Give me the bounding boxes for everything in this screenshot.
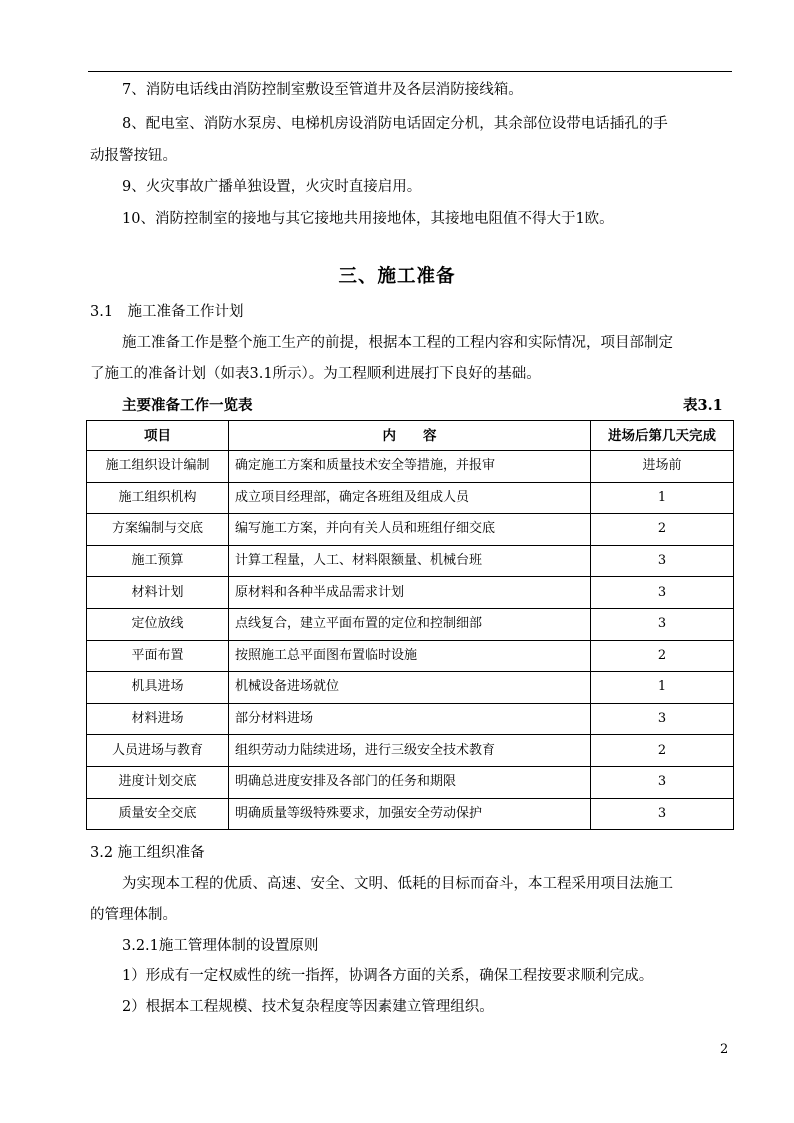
header-day: 进场后第几天完成: [591, 421, 734, 451]
cell-day: 1: [591, 672, 734, 704]
table-row: [87, 482, 734, 514]
cell-item: 施工预算: [87, 545, 229, 577]
cell-content: 明确质量等级特殊要求，加强安全劳动保护: [229, 798, 591, 830]
cell-item: 质量安全交底: [87, 798, 229, 830]
cell-day: 2: [591, 514, 734, 546]
cell-content: 部分材料进场: [229, 703, 591, 735]
table-row: [87, 640, 734, 672]
cell-item: 机具进场: [87, 672, 229, 704]
table-row: [87, 608, 734, 640]
principle-item-1: 1）形成有一定权威性的统一指挥，协调各方面的关系，确保工程按要求顺利完成。: [122, 968, 654, 984]
table-row: [87, 703, 734, 735]
cell-content: 机械设备进场就位: [229, 672, 591, 704]
table-row: [87, 545, 734, 577]
table-row: [87, 798, 734, 830]
paragraph-item-7: 7、消防电话线由消防控制室敷设至管道井及各层消防接线箱。: [122, 82, 523, 98]
cell-day: 3: [591, 577, 734, 609]
cell-item: 材料进场: [87, 703, 229, 735]
cell-content: 明确总进度安排及各部门的任务和期限: [229, 766, 591, 798]
subsection-3-1-title: 3.1 施工准备工作计划: [90, 304, 244, 320]
cell-content: 确定施工方案和质量技术安全等措施，并报审: [229, 451, 591, 483]
subsection-3-2-body-line1: 为实现本工程的优质、高速、安全、文明、低耗的目标而奋斗，本工程采用项目法施工: [122, 876, 673, 892]
cell-content: 计算工程量，人工、材料限额量、机械台班: [229, 545, 591, 577]
cell-item: 定位放线: [87, 608, 229, 640]
cell-day: 3: [591, 545, 734, 577]
page-number: 2: [720, 1042, 729, 1057]
subsection-3-2-body-line2: 的管理体制。: [90, 907, 177, 923]
cell-day: 1: [591, 482, 734, 514]
cell-day: 3: [591, 766, 734, 798]
cell-day: 进场前: [591, 451, 734, 483]
header-content: 内 容: [229, 421, 591, 451]
cell-item: 施工组织设计编制: [87, 451, 229, 483]
cell-item: 施工组织机构: [87, 482, 229, 514]
cell-day: 3: [591, 608, 734, 640]
cell-item: 材料计划: [87, 577, 229, 609]
principle-item-2: 2）根据本工程规模、技术复杂程度等因素建立管理组织。: [122, 999, 494, 1015]
cell-content: 点线复合，建立平面布置的定位和控制细部: [229, 608, 591, 640]
table-caption: 主要准备工作一览表: [122, 397, 253, 414]
paragraph-item-8-line2: 动报警按钮。: [90, 148, 177, 164]
subsection-3-1-body-line2: 了施工的准备计划（如表3.1所示）。为工程顺利进展打下良好的基础。: [90, 366, 541, 382]
cell-item: 方案编制与交底: [87, 514, 229, 546]
cell-day: 3: [591, 703, 734, 735]
cell-item: 人员进场与教育: [87, 735, 229, 767]
paragraph-item-10: 10、消防控制室的接地与其它接地共用接地体，其接地电阻值不得大于1欧。: [122, 211, 614, 227]
cell-content: 成立项目经理部，确定各班组及组成人员: [229, 482, 591, 514]
cell-content: 原材料和各种半成品需求计划: [229, 577, 591, 609]
table-number: 表3.1: [683, 397, 723, 414]
table-header-row: [87, 421, 734, 451]
table-row: [87, 514, 734, 546]
cell-item: 平面布置: [87, 640, 229, 672]
subsection-3-1-body-line1: 施工准备工作是整个施工生产的前提，根据本工程的工程内容和实际情况，项目部制定: [122, 335, 673, 351]
cell-day: 3: [591, 798, 734, 830]
table-row: [87, 766, 734, 798]
preparation-table: [86, 420, 734, 830]
section-heading: 三、施工准备: [338, 266, 456, 287]
header-rule: [88, 71, 732, 72]
table-row: [87, 451, 734, 483]
subsection-3-2-title: 3.2 施工组织准备: [90, 845, 205, 861]
subsection-3-2-1-title: 3.2.1施工管理体制的设置原则: [122, 938, 319, 954]
table-row: [87, 672, 734, 704]
cell-day: 2: [591, 735, 734, 767]
header-item: 项目: [87, 421, 229, 451]
cell-content: 组织劳动力陆续进场，进行三级安全技术教育: [229, 735, 591, 767]
paragraph-item-9: 9、火灾事故广播单独设置，火灾时直接启用。: [122, 179, 422, 195]
cell-content: 按照施工总平面图布置临时设施: [229, 640, 591, 672]
cell-day: 2: [591, 640, 734, 672]
paragraph-item-8-line1: 8、配电室、消防水泵房、电梯机房设消防电话固定分机，其余部位设带电话插孔的手: [122, 116, 668, 132]
table-row: [87, 577, 734, 609]
table-row: [87, 735, 734, 767]
cell-item: 进度计划交底: [87, 766, 229, 798]
cell-content: 编写施工方案，并向有关人员和班组仔细交底: [229, 514, 591, 546]
